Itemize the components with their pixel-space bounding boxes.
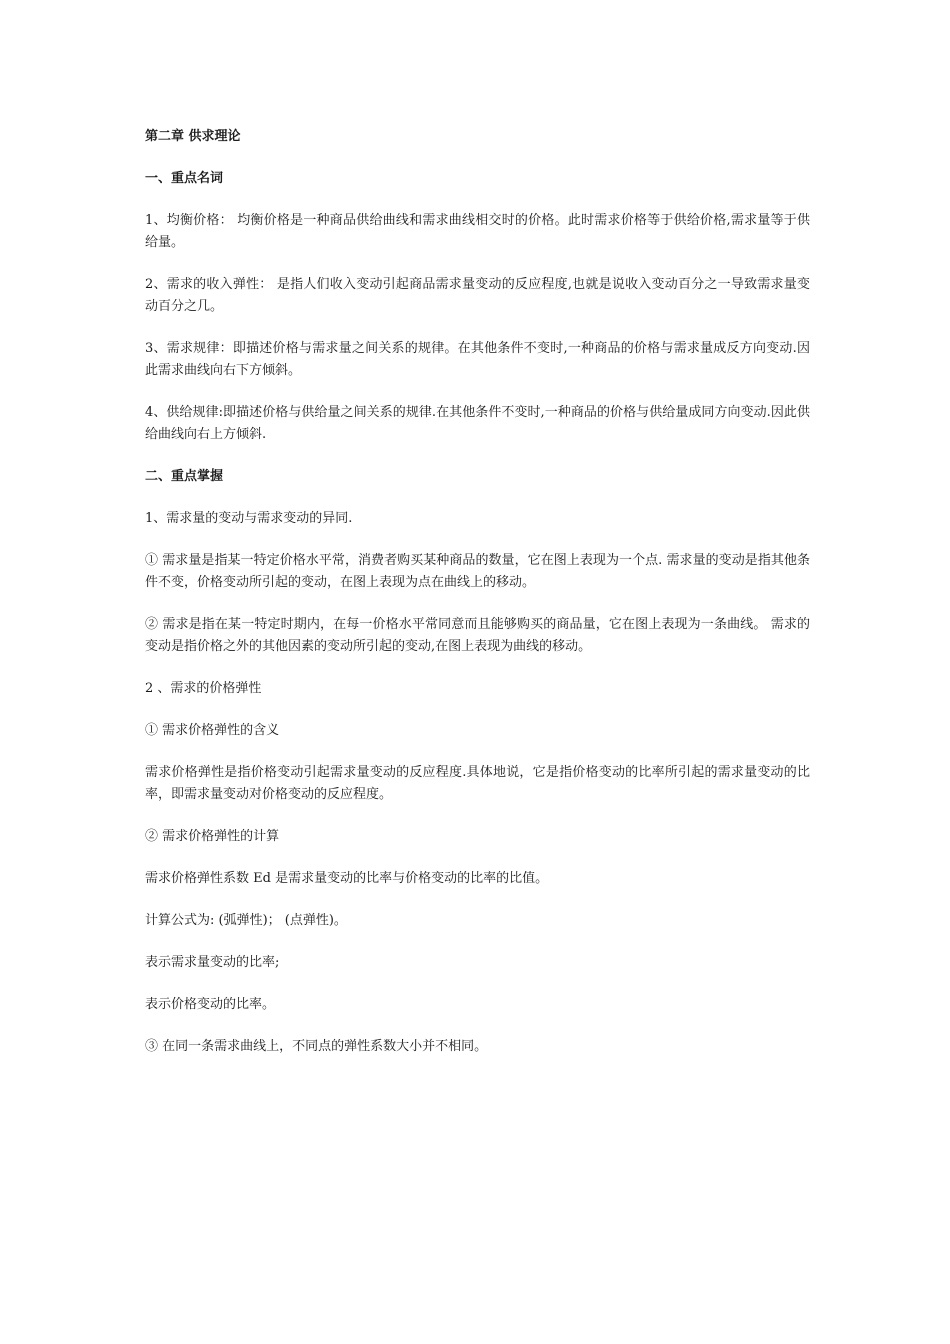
document-page	[145, 126, 810, 1078]
term-law-of-supply: 4、供给规律:即描述价格与供给量之间关系的规律.在其他条件不变时,一种商品的价格与供给量成同方向变动.因此供给曲线向右上方倾斜.	[145, 405, 810, 442]
point-quantity-demanded: ① 需求量是指某一特定价格水平常，消费者购买某种商品的数量，它在图上表现为一个点. 需求量的变动是指其他条件不变，价格变动所引起的变动，在图上表现为点在曲线上的移动。	[145, 553, 810, 590]
section-title-key-points: 二、重点掌握	[145, 469, 224, 484]
point-elasticity-varies: ③ 在同一条需求曲线上，不同点的弹性系数大小并不相同。	[145, 1039, 488, 1054]
term-law-of-demand: 3、需求规律：即描述价格与需求量之间关系的规律。在其他条件不变时,一种商品的价格与需求量成反方向变动.因此需求曲线向右下方倾斜。	[145, 341, 810, 378]
point-elasticity-calc-title: ② 需求价格弹性的计算	[145, 829, 280, 844]
point-price-elasticity-title: 2 、需求的价格弹性	[145, 681, 262, 696]
point-price-ratio: 表示价格变动的比率。	[145, 997, 276, 1012]
term-equilibrium-price: 1、均衡价格： 均衡价格是一种商品供给曲线和需求曲线相交时的价格。此时需求价格等于供给价格,需求量等于供给量。	[145, 213, 810, 250]
point-elasticity-meaning: 需求价格弹性是指价格变动引起需求量变动的反应程度.具体地说，它是指价格变动的比率所引起的需求量变动的比率，即需求量变动对价格变动的反应程度。	[145, 765, 810, 802]
point-elasticity-meaning-title: ① 需求价格弹性的含义	[145, 723, 280, 738]
point-formula: 计算公式为: (弧弹性)； (点弹性)。	[145, 913, 347, 928]
point-quantity-ratio: 表示需求量变动的比率;	[145, 955, 280, 970]
point-elasticity-coefficient: 需求价格弹性系数 Ed 是需求量变动的比率与价格变动的比率的比值。	[145, 871, 549, 886]
point-demand: ② 需求是指在某一特定时期内，在每一价格水平常同意而且能够购买的商品量，它在图上表现为一条曲线。 需求的变动是指价格之外的其他因素的变动所引起的变动,在图上表现为曲线的移动。	[145, 617, 810, 654]
section-title-key-terms: 一、重点名词	[145, 171, 224, 186]
term-income-elasticity: 2、需求的收入弹性： 是指人们收入变动引起商品需求量变动的反应程度,也就是说收入变动百分之一导致需求量变动百分之几。	[145, 277, 810, 314]
point-demand-change-title: 1、需求量的变动与需求变动的异同.	[145, 511, 353, 526]
chapter-title: 第二章 供求理论	[145, 129, 241, 144]
